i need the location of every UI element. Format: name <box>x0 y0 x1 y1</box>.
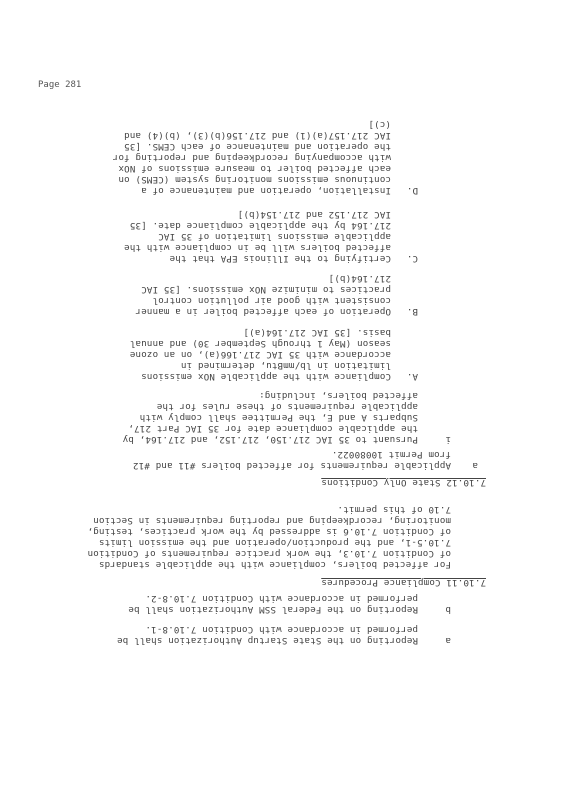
body-line: accordance with 35 IAC 217.166(a), on an ozone <box>129 349 391 360</box>
body-line: Compliance with the applicable NOx emissions <box>141 371 391 382</box>
body-line: the applicable compliance date for 35 IAC Part 217, <box>128 423 418 434</box>
body-line: Installation, operation and maintenance of a <box>141 185 391 196</box>
body-line: IAC 217.157(a)(1) and 217.156(b)(3), (b)(4) and <box>123 130 391 141</box>
body-line: continuous emissions monitoring system (CEMS) on <box>118 174 391 185</box>
item-label: a <box>472 460 478 471</box>
body-line: Subparts A and E, the Permittee shall comply with <box>139 412 418 423</box>
body-line: of Condition 7.10.6 is addressed by the work practices, testing, <box>87 526 451 537</box>
item-label: a <box>445 635 451 646</box>
subitem-label: C. <box>406 253 418 264</box>
body-line: performed in accordance with Condition 7.10.8-1. <box>145 624 418 635</box>
subitem-label: B. <box>406 306 418 317</box>
body-line: 217.164 by the applicable compliance date. [35 <box>129 220 391 231</box>
body-line: practices to minimize NOx emissions. [35 IAC <box>141 284 391 295</box>
subitem-label: D. <box>406 185 418 196</box>
body-line: For affected boilers, compliance with the applicable standards <box>98 559 451 570</box>
body-line: Pursuant to 35 IAC 217.150, 217.152, and 217.164, by <box>122 434 418 445</box>
body-line: with accompanying recordkeeping and reporting for <box>112 152 391 163</box>
body-line: performed in accordance with Condition 7.10.8-2. <box>145 593 418 604</box>
body-line: basis. [35 IAC 217.164(a)] <box>243 327 391 338</box>
body-line: 7.10.5-1, and the production/operation and the emission limits <box>98 537 451 548</box>
body-line: Certifying to the Illinois EPA that the <box>169 253 391 264</box>
body-line: IAC 217.152 and 217.154(b)] <box>237 209 391 220</box>
body-line: consistent with good air pollution control <box>152 295 391 306</box>
body-line: 7.10 of this permit. <box>337 504 451 515</box>
item-label: b <box>445 604 451 615</box>
body-line: 217.164(b)] <box>328 273 391 284</box>
body-line: Reporting on the Federal SSM Authorization shall be <box>128 604 418 615</box>
body-line: Applicable requirements for affected boilers #11 and #12 <box>132 460 451 471</box>
body-line: season (May 1 through September 30) and annual <box>129 338 391 349</box>
body-line: from Permit 10080022. <box>331 449 451 460</box>
body-line: affected boilers, including: <box>258 390 418 401</box>
body-line: the operation and maintenance of each CEMS. [35 <box>123 141 391 152</box>
subitem-label: A. <box>406 371 418 382</box>
body-line: each affected boiler to measure emissions of NOx <box>118 163 391 174</box>
body-line: Operation of each affected boiler in a manner <box>135 306 391 317</box>
section-heading: 7.10.11 Compliance Procedures <box>321 577 486 588</box>
body-line: limitation in lb/mmBtu, determined in <box>180 360 391 371</box>
page-number: Page 281 <box>38 80 82 90</box>
body-line: of Condition 7.10.3, the work practice requirements of Condition <box>87 548 451 559</box>
body-line: applicable requirements of these rules for the <box>156 401 418 412</box>
body-line: (c)] <box>368 119 391 130</box>
section-heading: 7.10.12 State Only Conditions <box>321 477 486 488</box>
body-line: affected boilers will be in compliance with the <box>123 242 391 253</box>
body-line: Reporting on the State Startup Authorization shall be <box>116 635 418 646</box>
body-line: applicable emissions limitation of 35 IAC <box>158 231 391 242</box>
item-label: i <box>445 434 451 445</box>
body-line: monitoring, recordkeeping and reporting requirements in Section <box>93 515 451 526</box>
